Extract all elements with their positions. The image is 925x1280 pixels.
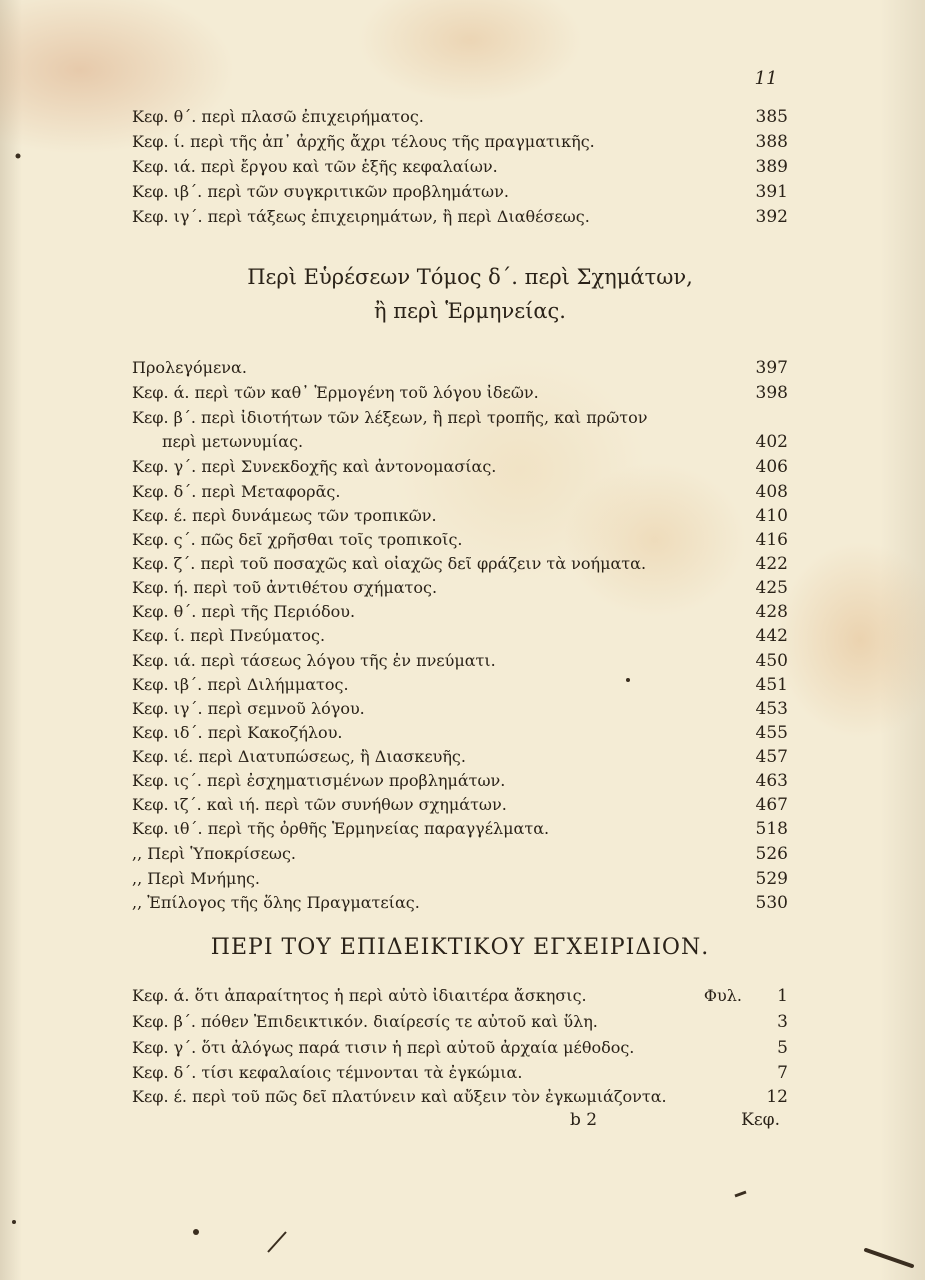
entry-text: Κεφ. ις΄. περὶ ἐσχηματισμένων προβλημάτων.: [132, 771, 506, 790]
ink-speck: [12, 1220, 16, 1224]
leaf-label: Φυλ.: [703, 986, 742, 1005]
page-number: 388: [755, 132, 788, 152]
page-number: 451: [755, 675, 788, 695]
entry-text: Προλεγόμενα.: [132, 358, 247, 377]
page-number: 402: [755, 432, 788, 452]
entry-text: Κεφ. ιέ. περὶ Διατυπώσεως, ἢ Διασκευῆς.: [132, 747, 466, 766]
page-number: 397: [755, 358, 788, 378]
page-number: 457: [755, 747, 788, 767]
page-number: 12: [766, 1087, 788, 1107]
entry-text: Κεφ. ί. περὶ Πνεύματος.: [132, 626, 326, 645]
ink-stroke: [735, 1192, 746, 1196]
entry-text: Κεφ. έ. περὶ τοῦ πῶς δεῖ πλατύνειν καὶ αὔξειν τὸν ἐγκωμιάζοντα.: [132, 1087, 667, 1106]
entry-text: Κεφ. ά. περὶ τῶν καθ᾽ Ἑρμογένη τοῦ λόγου ἰδεῶν.: [132, 383, 539, 402]
section-title-line1: Περὶ Εὑρέσεων Τόμος δ΄. περὶ Σχημάτων,: [247, 265, 693, 289]
entry-text: Κεφ. ιά. περὶ ἔργου καὶ τῶν ἑξῆς κεφαλαίων.: [132, 157, 498, 176]
entry-text: Κεφ. ιζ΄. καὶ ιή. περὶ τῶν συνήθων σχημάτων.: [132, 795, 507, 814]
ink-stroke: [268, 1232, 286, 1252]
page-number: 453: [755, 699, 788, 719]
page-number: 392: [755, 207, 788, 227]
entry-text: περὶ μετωνυμίας.: [162, 432, 304, 451]
entry-text: Κεφ. δ΄. τίσι κεφαλαίοις τέμνονται τὰ ἐγκώμια.: [132, 1063, 523, 1082]
entry-text: Κεφ. ιγ΄. περὶ τάξεως ἐπιχειρημάτων, ἢ περὶ Διαθέσεως.: [132, 207, 590, 226]
entry-text: Κεφ. ζ΄. περὶ τοῦ ποσαχῶς καὶ οἰαχῶς δεῖ φράζειν τὰ νοήματα.: [132, 554, 647, 573]
entry-text: Κεφ. δ΄. περὶ Μεταφορᾶς.: [132, 482, 341, 501]
entry-text: Κεφ. β΄. πόθεν Ἐπιδεικτικόν. διαίρεσίς τε αὐτοῦ καὶ ὕλη.: [132, 1012, 598, 1031]
page-number: 1: [777, 986, 788, 1006]
entry-text: Κεφ. ς΄. πῶς δεῖ χρῆσθαι τοῖς τροπικοῖς.: [132, 530, 463, 549]
entry-text: ,, Ἐπίλογος τῆς ὅλης Πραγματείας.: [132, 893, 420, 912]
entry-text: Κεφ. γ΄. περὶ Συνεκδοχῆς καὶ ἀντονομασίας.: [132, 457, 497, 476]
page-number: 442: [755, 626, 788, 646]
page-number: 406: [755, 457, 788, 477]
page-number: 428: [755, 602, 788, 622]
entry-text: ,, Περὶ Μνήμης.: [132, 869, 260, 888]
entry-text: Κεφ. ή. περὶ τοῦ ἀντιθέτου σχήματος.: [132, 578, 438, 597]
page-number: 529: [755, 869, 788, 889]
ink-speck: [193, 1229, 199, 1235]
ink-speck: [16, 154, 21, 159]
entry-text: Κεφ. ά. ὅτι ἀπαραίτητος ἡ περὶ αὐτὸ ἰδιαιτέρα ἄσκησις.: [132, 986, 587, 1005]
entry-text: Κεφ. θ΄. περὶ πλασῶ ἐπιχειρήματος.: [132, 107, 424, 126]
entry-text: Κεφ. θ΄. περὶ τῆς Περιόδου.: [132, 602, 356, 621]
entry-text: Κεφ. ιά. περὶ τάσεως λόγου τῆς ἐν πνεύματι.: [132, 651, 496, 670]
page-number: 410: [755, 506, 788, 526]
page-number: 391: [755, 182, 788, 202]
entry-text: Κεφ. γ΄. ὅτι ἀλόγως παρά τισιν ἡ περὶ αὐτοῦ ἀρχαία μέθοδος.: [132, 1038, 635, 1057]
page-number: 422: [755, 554, 788, 574]
entry-text: Κεφ. ιγ΄. περὶ σεμνοῦ λόγου.: [132, 699, 365, 718]
page-number: 467: [755, 795, 788, 815]
entry-text: Κεφ. ιβ΄. περὶ Διλήμματος.: [132, 675, 349, 694]
signature-mark: b 2: [570, 1110, 598, 1130]
ink-stroke: [866, 1250, 912, 1266]
entry-text: Κεφ. β΄. περὶ ἰδιοτήτων τῶν λέξεων, ἢ περὶ τροπῆς, καὶ πρῶτον: [132, 408, 648, 427]
page-number: 416: [755, 530, 788, 550]
page-number: 398: [755, 383, 788, 403]
entry-text: ,, Περὶ Ὑποκρίσεως.: [132, 844, 297, 863]
page-number: 450: [755, 651, 788, 671]
catchword: Κεφ.: [741, 1110, 780, 1130]
entry-text: Κεφ. έ. περὶ δυνάμεως τῶν τροπικῶν.: [132, 506, 437, 525]
page-number: 389: [755, 157, 788, 177]
entry-text: Κεφ. ί. περὶ τῆς ἀπ᾽ ἀρχῆς ἄχρι τέλους τῆς πραγματικῆς.: [132, 132, 595, 151]
entry-text: Κεφ. ιδ΄. περὶ Κακοζήλου.: [132, 723, 343, 742]
page-number: 3: [777, 1012, 788, 1032]
folio-number: 11: [754, 68, 778, 89]
page-number: 5: [777, 1038, 788, 1058]
page-number: 408: [755, 482, 788, 502]
page-number: 455: [755, 723, 788, 743]
ink-speck: [626, 678, 630, 682]
page-number: 425: [755, 578, 788, 598]
entry-text: Κεφ. ιθ΄. περὶ τῆς ὀρθῆς Ἑρμηνείας παραγγέλματα.: [132, 819, 550, 838]
page-number: 385: [755, 107, 788, 127]
page-number: 518: [755, 819, 788, 839]
section-title-line2: ἢ περὶ Ἑρμηνείας.: [374, 299, 566, 323]
page-number: 530: [755, 893, 788, 913]
page-number: 463: [755, 771, 788, 791]
page-number: 526: [755, 844, 788, 864]
page-number: 7: [777, 1063, 788, 1083]
section-caps-title: ΠΕΡΙ ΤΟΥ ΕΠΙΔΕΙΚΤΙΚΟΥ ΕΓΧΕΙΡΙΔΙΟΝ.: [210, 935, 710, 960]
entry-text: Κεφ. ιβ΄. περὶ τῶν συγκριτικῶν προβλημάτων.: [132, 182, 509, 201]
